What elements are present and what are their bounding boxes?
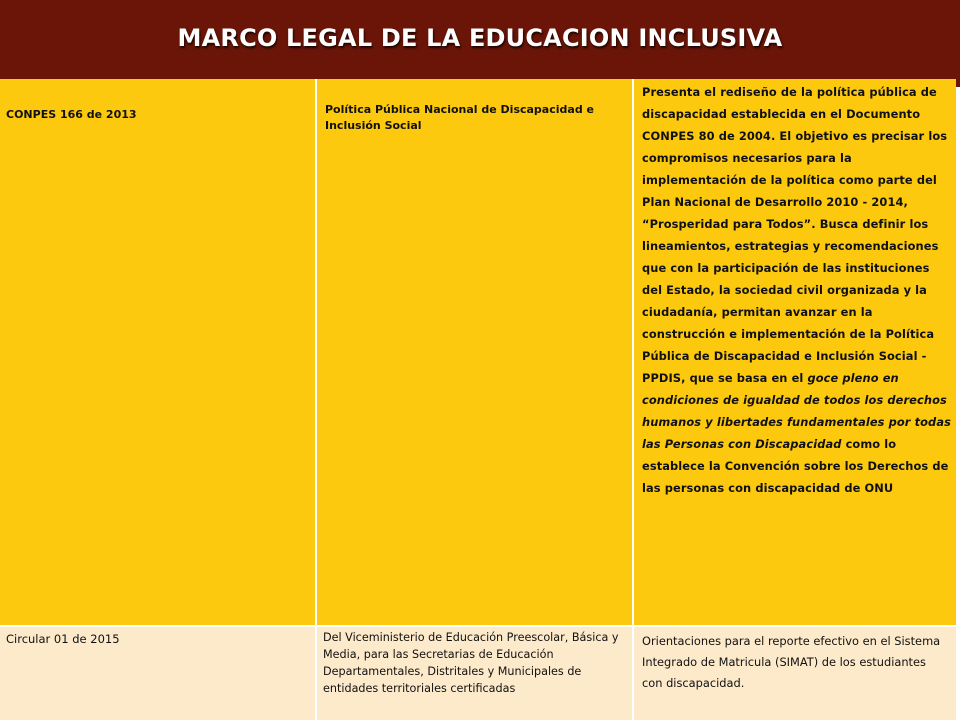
norm-cell	[0, 79, 316, 626]
description-part-1: Presenta el rediseño de la política pública de discapacidad establecida en el Documento CONPES 80 de 2004. El objetivo es precisar los compromisos necesarios para la implementación de la política como parte del Plan Nacional de Desarrollo 2010 - 2014, “Prosperidad para Todos”. Busca definir los lineamientos, estrategias y recomendaciones que con la participación de las instituciones del Estado, la sociedad civil organizada y la ciudadanía, permitan avanzar en la construcción e implementación de la Política Pública de Discapacidad e Inclusión Social - PPDIS, que se basa en el	[642, 85, 948, 385]
table-row	[0, 79, 956, 626]
title-bar	[0, 0, 960, 79]
legal-framework-table	[0, 79, 956, 720]
description-text	[634, 79, 956, 499]
description-cell	[633, 626, 956, 720]
subject-cell	[316, 79, 633, 626]
subject-cell	[316, 626, 633, 720]
subject-text: Política Pública Nacional de Discapacidad e Inclusión Social	[325, 103, 594, 132]
description-part-2: como lo establece la Convención sobre los Derechos de las personas con discapacidad de ONU	[642, 437, 949, 495]
norm-text: CONPES 166 de 2013	[6, 108, 137, 121]
description-cell	[633, 79, 956, 626]
description-text: Orientaciones para el reporte efectivo en el Sistema Integrado de Matricula (SIMAT) de los estudiantes con discapacidad.	[642, 634, 941, 690]
title-bar-edge	[956, 79, 960, 87]
description-italic: goce pleno en condiciones de igualdad de todos los derechos humanos y libertades fundamentales por todas las Personas con Discapacidad	[642, 371, 951, 451]
norm-cell	[0, 626, 316, 720]
table-row	[0, 626, 956, 720]
subject-text: Del Viceministerio de Educación Preescolar, Básica y Media, para las Secretarias de Educación Departamentales, Distritales y Municipales de entidades territoriales certificadas	[323, 631, 619, 695]
slide-title: MARCO LEGAL DE LA EDUCACION INCLUSIVA	[177, 24, 783, 52]
norm-text: Circular 01 de 2015	[6, 632, 120, 646]
